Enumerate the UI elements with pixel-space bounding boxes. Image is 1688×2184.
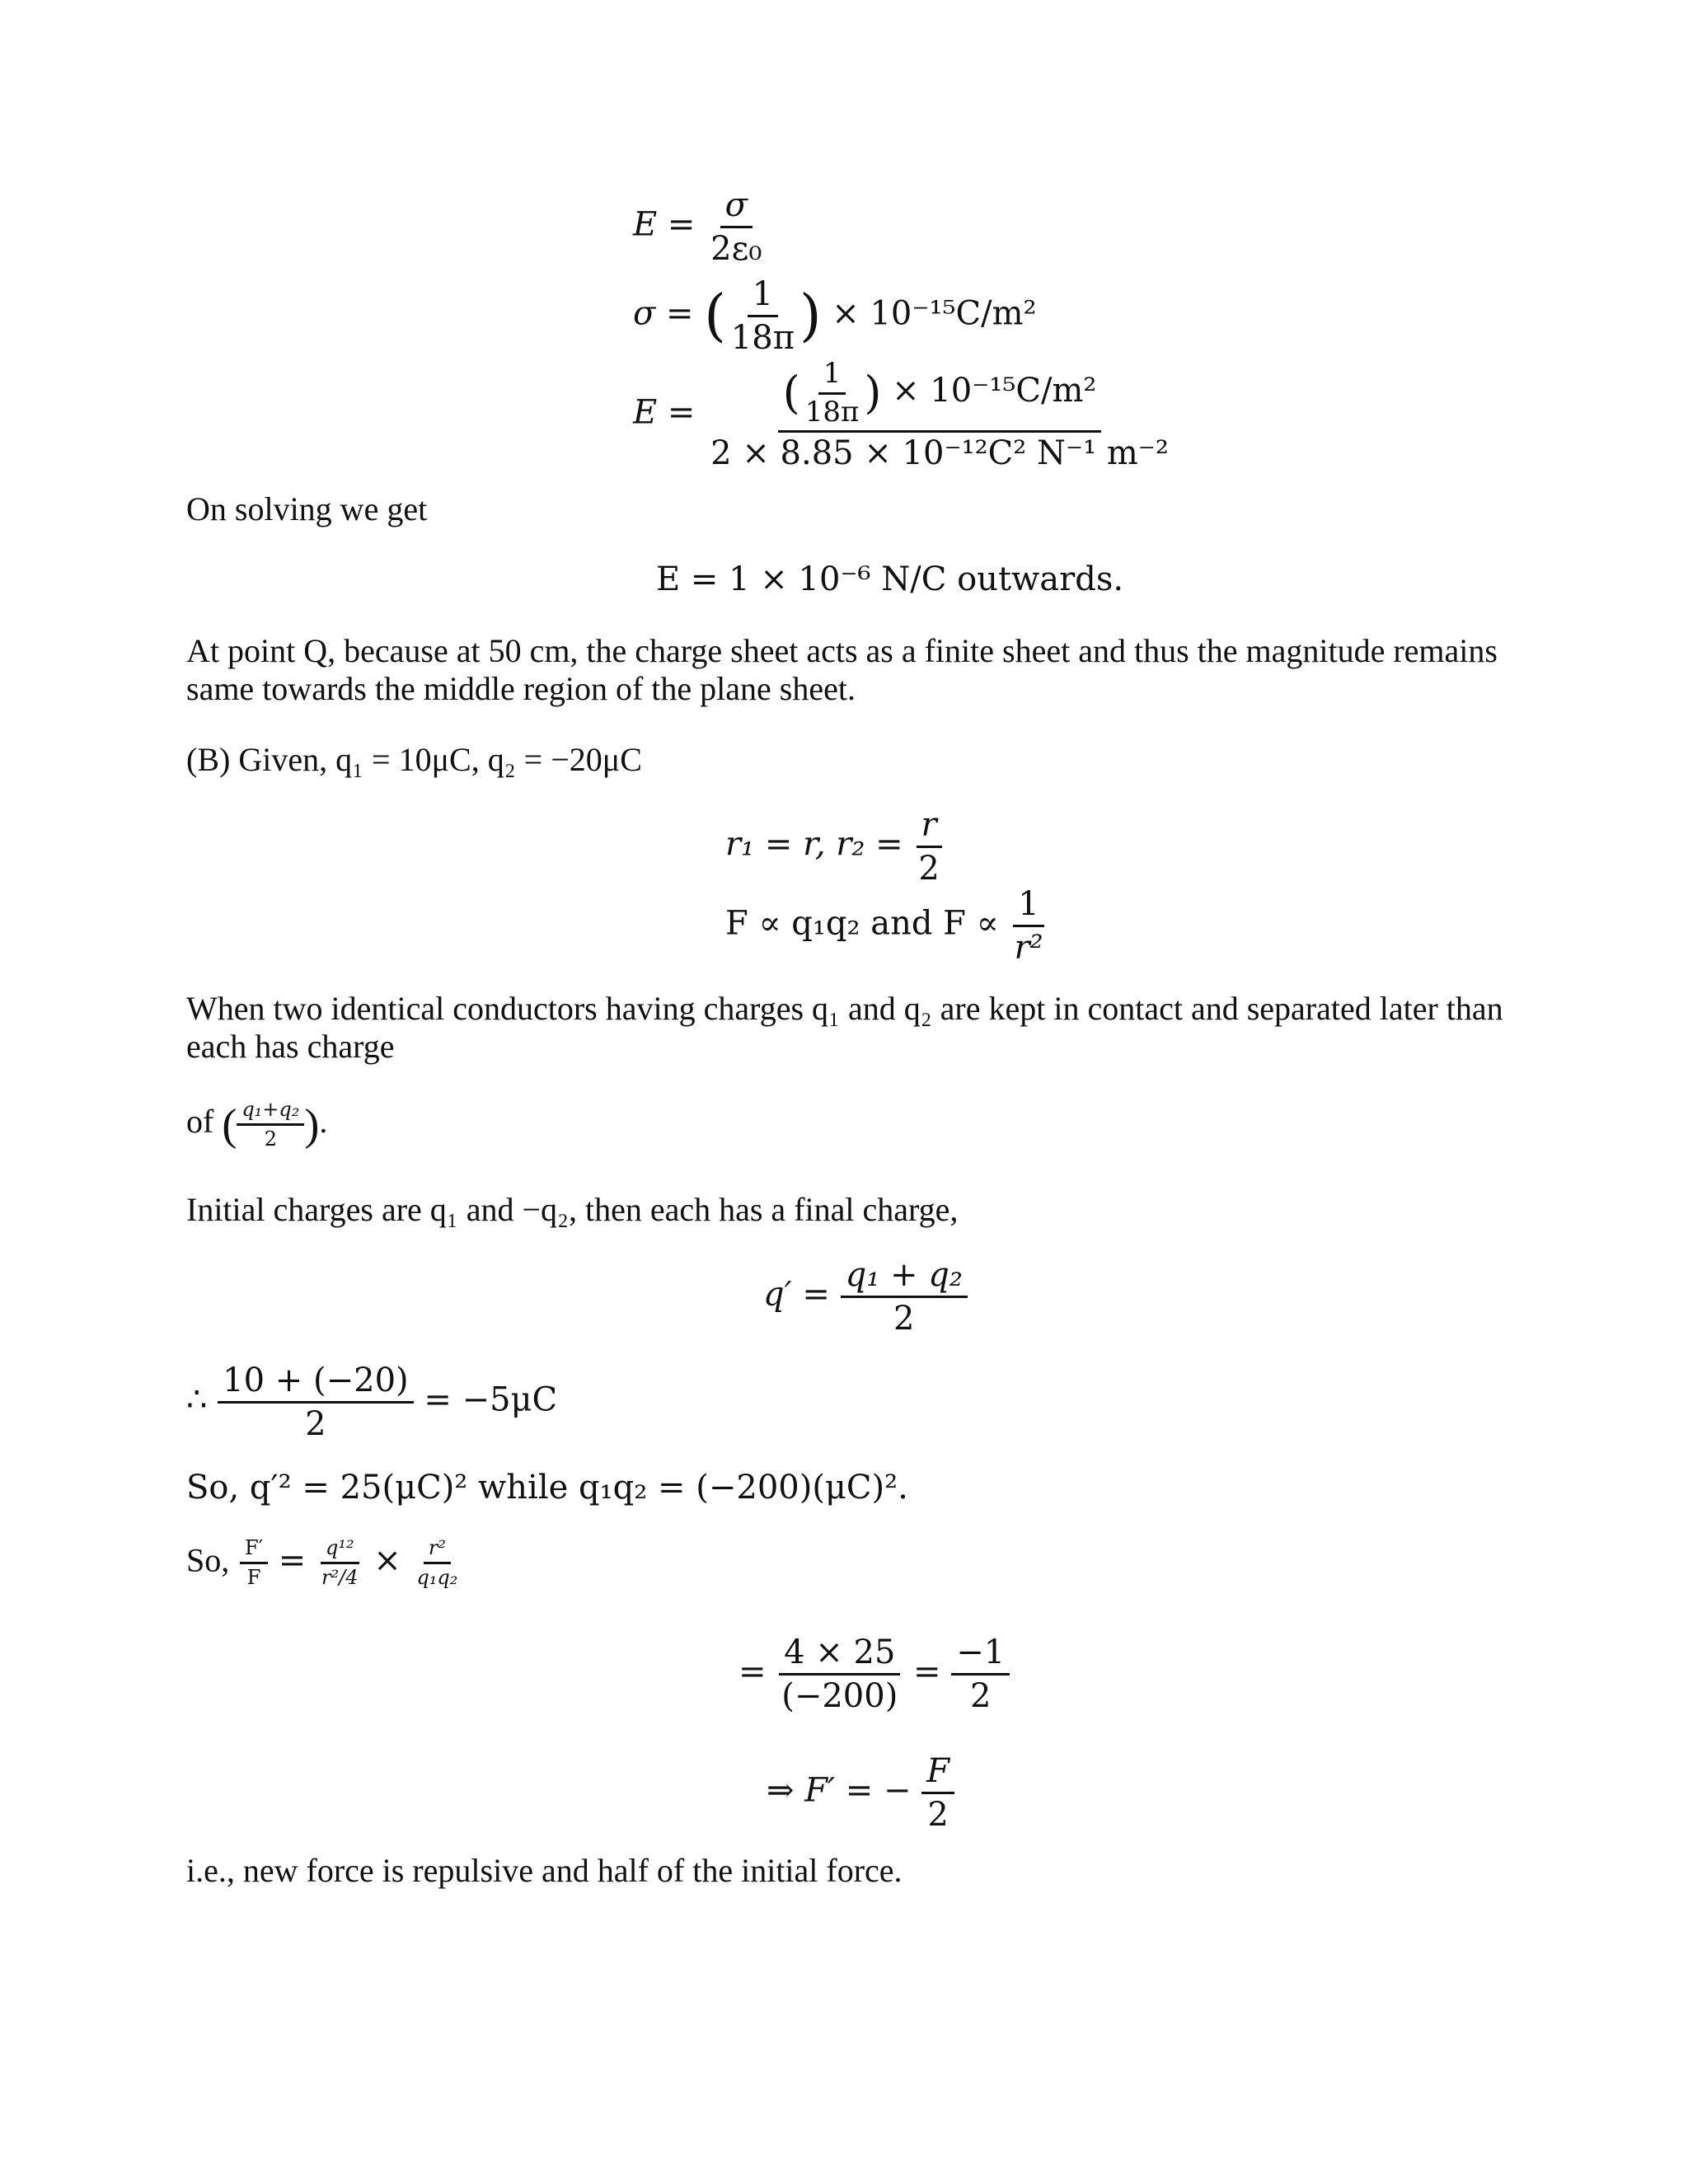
eq3-inner-fraction [800, 359, 865, 427]
calc-numerator-2: −1 [951, 1635, 1010, 1675]
equation-force-proportionality [725, 887, 1048, 965]
text-so-q-prime-squared: So, q′² = 25(μC)² while q₁q₂ = (−200)(μC)². [186, 1469, 908, 1507]
eq1-equals: = [667, 205, 696, 244]
eq-qprime-lhs: q′ = [763, 1275, 830, 1314]
text-on-solving: On solving we get [186, 490, 428, 527]
eq3-close-paren: ) [864, 367, 882, 419]
eq-r-numerator: r [917, 808, 942, 848]
of-prefix: of [186, 1102, 214, 1140]
of-suffix: . [319, 1102, 328, 1140]
ratio-f-denominator: F [246, 1566, 261, 1590]
eq1-denominator: 2ε₀ [710, 230, 762, 268]
eq-qprime-denominator: 2 [893, 1300, 915, 1338]
calc-fraction-2 [951, 1635, 1010, 1713]
therefore-symbol: ∴ [186, 1380, 208, 1419]
eq3-equals: = [667, 393, 696, 432]
ratio-fraction-f [240, 1538, 268, 1588]
equation-radii [725, 808, 945, 886]
eq3-open-paren: ( [782, 367, 800, 419]
eq3-fraction [706, 359, 1174, 471]
ratio-q-denominator: r²/4 [321, 1566, 359, 1590]
eq3-inner-numerator: 1 [818, 359, 846, 395]
eq2-open-paren: ( [704, 284, 726, 349]
eq-f-numerator: 1 [1013, 887, 1043, 927]
eq2-tail: × 10⁻¹⁵C/m² [832, 294, 1037, 333]
eq-qprime-fraction [841, 1258, 968, 1336]
eq-r-denominator: 2 [918, 850, 940, 888]
eq2-close-paren: ) [799, 284, 822, 349]
therefore-numerator: 10 + (−20) [218, 1363, 413, 1404]
equation-q-prime [763, 1258, 968, 1336]
ratio-r-numerator: r² [424, 1538, 451, 1564]
eq2-numerator: 1 [748, 277, 778, 317]
eq-qprime-numerator: q₁ + q₂ [841, 1258, 968, 1298]
ratio-fraction-r [411, 1538, 462, 1588]
calc-denominator-1: (−200) [781, 1677, 898, 1715]
final-lhs: ⇒ F′ = − [767, 1771, 912, 1810]
of-open-paren: ( [222, 1099, 237, 1150]
eq1-lhs: E [633, 205, 658, 244]
calc-numerator-1: 4 × 25 [779, 1635, 900, 1675]
of-fraction [237, 1099, 304, 1150]
eq-r-fraction [913, 808, 944, 886]
equation-force-ratio [186, 1538, 462, 1588]
eq-f-denominator: r² [1014, 929, 1043, 967]
ratio-q-numerator: q¹² [321, 1538, 359, 1564]
of-close-paren: ) [304, 1099, 320, 1150]
of-denominator: 2 [264, 1127, 277, 1151]
equation-calculation [738, 1635, 1010, 1713]
paragraph-point-q-line2: same towards the middle region of the plane sheet. [186, 670, 856, 707]
therefore-fraction [218, 1363, 413, 1441]
eq2-equals: = [666, 294, 694, 333]
result-e-value: E = 1 × 10⁻⁶ N/C outwards. [656, 560, 1124, 598]
eq3-inner-denominator: 18π [804, 395, 860, 429]
eq-r-lhs: r₁ = r, r₂ = [725, 825, 903, 864]
eq3-denominator: 2 × 8.85 × 10⁻¹²C² N⁻¹ m⁻² [710, 434, 1169, 473]
calc-equals-1: = [738, 1652, 767, 1691]
eq-f-fraction [1009, 887, 1048, 965]
of-numerator: q₁+q₂ [237, 1099, 304, 1126]
ratio-f-numerator: F′ [240, 1538, 268, 1564]
eq3-numerator-tail: × 10⁻¹⁵C/m² [892, 372, 1097, 410]
paragraph-initial-charges: Initial charges are q₁ and −q₂, then each has a final charge, [186, 1191, 959, 1228]
equation-e-sigma [633, 188, 767, 266]
eq2-fraction [726, 277, 799, 355]
text-of-average-charge [186, 1099, 327, 1150]
eq2-lhs: σ [633, 294, 656, 333]
text-conclusion: i.e., new force is repulsive and half of the initial force. [186, 1852, 903, 1889]
equation-e-substituted [633, 359, 1174, 471]
eq1-numerator: σ [720, 188, 753, 228]
eq1-fraction [706, 188, 767, 266]
paragraph-conductors-line1: When two identical conductors having charges q₁ and q₂ are kept in contact and separated later than [186, 990, 1503, 1027]
final-denominator: 2 [927, 1796, 949, 1834]
ratio-fraction-q [316, 1538, 363, 1588]
text-given-charges: (B) Given, q₁ = 10μC, q₂ = −20μC [186, 741, 642, 778]
eq-f-lhs: F ∝ q₁q₂ and F ∝ [725, 904, 999, 943]
therefore-denominator: 2 [305, 1405, 326, 1443]
paragraph-point-q-line1: At point Q, because at 50 cm, the charge sheet acts as a finite sheet and thus the magnitude remains [186, 632, 1498, 669]
final-numerator: F [921, 1754, 954, 1794]
eq3-numerator [778, 359, 1102, 433]
eq3-lhs: E [633, 393, 658, 432]
ratio-prefix: So, [186, 1541, 230, 1579]
ratio-times: × [373, 1541, 401, 1580]
calc-equals-2: = [913, 1652, 941, 1691]
therefore-rhs: = −5μC [424, 1380, 558, 1419]
ratio-equals: = [278, 1541, 307, 1580]
ratio-r-denominator: q₁q₂ [416, 1566, 458, 1590]
calc-fraction-1 [776, 1635, 903, 1713]
equation-therefore [186, 1363, 557, 1441]
final-fraction [921, 1754, 954, 1832]
equation-sigma-value [633, 277, 1037, 355]
eq2-denominator: 18π [730, 319, 795, 357]
calc-denominator-2: 2 [970, 1677, 992, 1715]
paragraph-conductors-line2: each has charge [186, 1028, 395, 1065]
equation-final-force [767, 1754, 954, 1832]
